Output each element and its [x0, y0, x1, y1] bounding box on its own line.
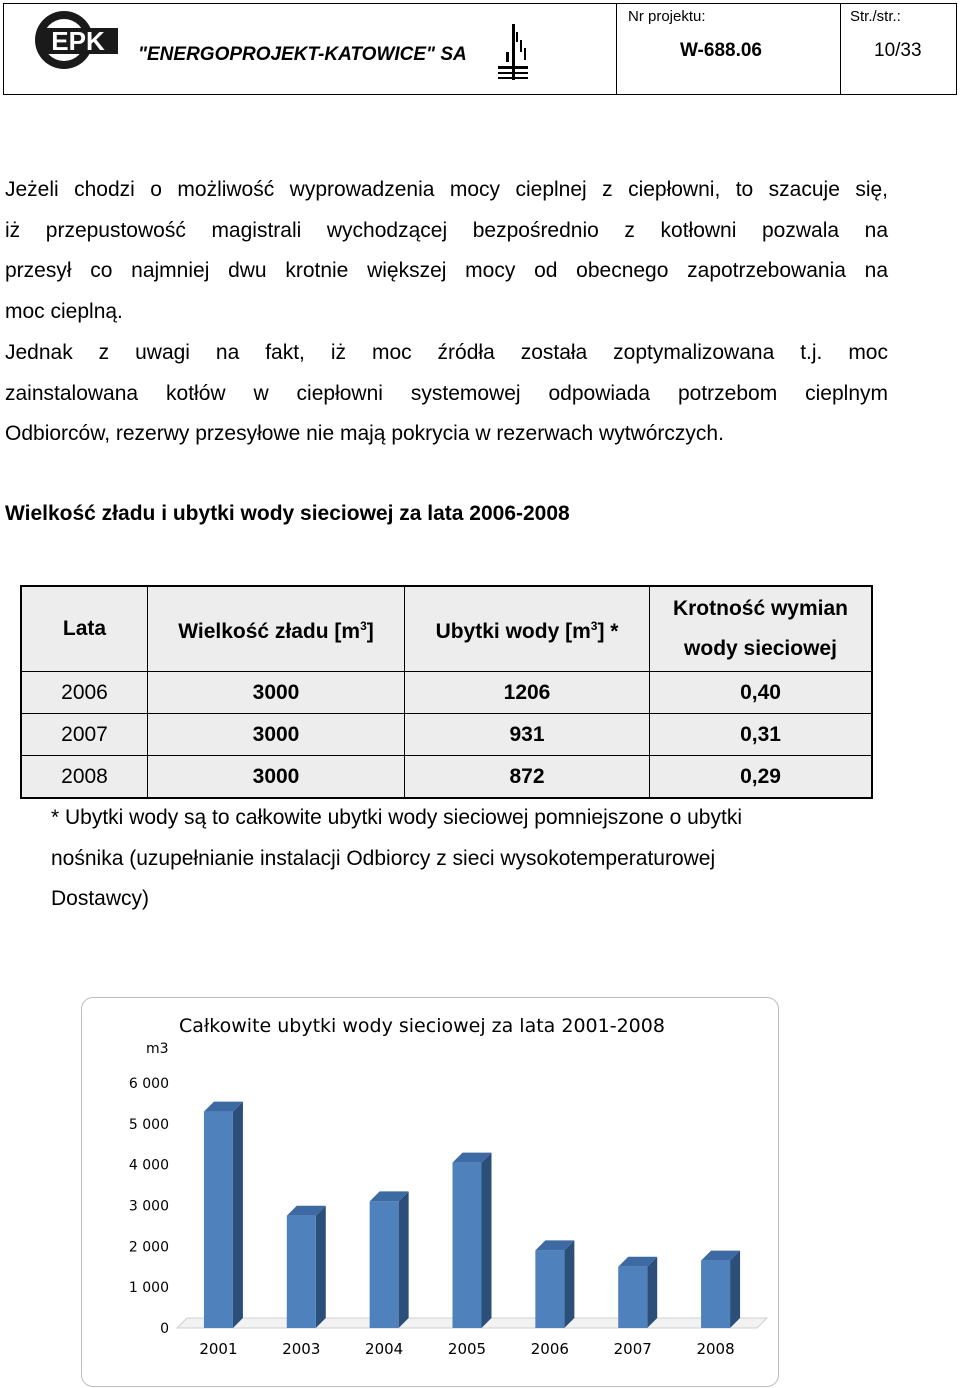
header-exchange-ratio: Krotność wymian wody sieciowej: [650, 586, 873, 672]
cell-ratio: 0,40: [650, 672, 873, 714]
y-tick-label: 1 000: [128, 1280, 169, 1297]
chart-svg: [82, 998, 778, 1386]
page-number: 10/33: [874, 40, 922, 61]
header-company-cell: [4, 4, 617, 94]
table-row: [21, 714, 872, 756]
x-tick-label: 2007: [613, 1340, 652, 1358]
y-tick-label: 0: [160, 1321, 169, 1337]
paragraph-line: zainstalowana kotłów w ciepłowni systemowej odpowiada potrzebom cieplnym: [5, 381, 888, 405]
chart-title: Całkowite ubytki wody sieciowej za lata 2001-2008: [179, 1015, 665, 1037]
water-loss-chart: [81, 997, 779, 1387]
page-label: Str./str.:: [850, 8, 901, 25]
cell-losses: 1206: [405, 672, 650, 714]
bar-2003: [287, 1216, 316, 1328]
header-page-cell: [840, 4, 956, 94]
section-title: Wielkość zładu i ubytki wody sieciowej za lata 2006-2008: [5, 502, 570, 525]
cell-year: 2007: [21, 714, 148, 756]
water-loss-table: [20, 585, 873, 799]
cell-losses: 872: [405, 756, 650, 799]
bar-side: [233, 1102, 243, 1328]
paragraph-line: iż przepustowość magistrali wychodzącej bezpośrednio z kotłowni pozwala na: [5, 218, 888, 242]
tower-icon: [494, 22, 538, 82]
paragraph-reserves: [5, 333, 888, 455]
y-tick-label: 4 000: [128, 1157, 169, 1174]
cell-year: 2006: [21, 672, 148, 714]
y-tick-label: 5 000: [128, 1116, 169, 1133]
cell-ratio: 0,31: [650, 714, 873, 756]
x-tick-label: 2004: [365, 1340, 404, 1358]
bar-side: [647, 1257, 657, 1328]
y-axis-unit: m3: [146, 1041, 169, 1057]
bar-side: [316, 1206, 326, 1328]
paragraph-line: Odbiorców, rezerwy przesyłowe nie mają pokrycia w rezerwach wytwórczych.: [5, 422, 724, 445]
footnote-line: * Ubytki wody są to całkowite ubytki wody sieciowej pomniejszone o ubytki: [51, 806, 742, 829]
header-project-cell: [616, 4, 841, 94]
y-tick-label: 2 000: [128, 1239, 169, 1256]
y-tick-label: 6 000: [128, 1076, 169, 1092]
header-years: Lata: [21, 586, 148, 672]
cell-volume: 3000: [148, 756, 405, 799]
cell-losses: 931: [405, 714, 650, 756]
y-tick-label: 3 000: [128, 1198, 169, 1215]
table-row: [21, 756, 872, 799]
paragraph-heat-capacity: [5, 170, 888, 332]
bar-2007: [618, 1267, 647, 1328]
bar-2005: [453, 1163, 482, 1328]
project-label: Nr projektu:: [628, 8, 706, 25]
x-tick-label: 2006: [530, 1340, 569, 1358]
bar-side: [482, 1153, 492, 1328]
cell-volume: 3000: [148, 714, 405, 756]
document-header: [3, 3, 957, 95]
bar-2004: [370, 1201, 399, 1328]
x-tick-label: 2005: [447, 1340, 487, 1358]
paragraph-line: moc cieplną.: [5, 299, 123, 323]
bar-2008: [701, 1261, 730, 1328]
cell-year: 2008: [21, 756, 148, 799]
company-name: "ENERGOPROJEKT-KATOWICE" SA: [138, 44, 467, 65]
cell-volume: 3000: [148, 672, 405, 714]
paragraph-line: Jeżeli chodzi o możliwość wyprowadzenia mocy cieplnej z ciepłowni, to szacuje się,: [5, 178, 888, 201]
cell-ratio: 0,29: [650, 756, 873, 799]
epk-logo: [34, 10, 120, 70]
x-tick-label: 2001: [199, 1340, 238, 1358]
header-losses: Ubytki wody $[m^3]$ *: [405, 586, 650, 672]
x-tick-label: 2003: [282, 1340, 321, 1358]
logo-text: EPK: [51, 26, 105, 56]
table-header-row: [21, 586, 872, 672]
table-footnote: [51, 798, 889, 920]
bar-2001: [204, 1112, 233, 1328]
bar-side: [730, 1251, 740, 1328]
paragraph-line: Jednak z uwagi na fakt, iż moc źródła została zoptymalizowana t.j. moc: [5, 341, 888, 364]
paragraph-line: przesył co najmniej dwu krotnie większej mocy od obecnego zapotrzebowania na: [5, 259, 888, 282]
project-number: W-688.06: [680, 40, 762, 61]
header-volume: Wielkość zładu $[m^3]$: [148, 586, 405, 672]
bar-side: [399, 1191, 409, 1328]
bar-side: [564, 1240, 574, 1328]
footnote-line: nośnika (uzupełnianie instalacji Odbiorcy z sieci wysokotemperaturowej: [51, 846, 716, 870]
bar-2006: [535, 1250, 564, 1328]
x-tick-label: 2008: [696, 1340, 735, 1358]
table-row: [21, 672, 872, 714]
footnote-line: Dostawcy): [51, 887, 150, 910]
